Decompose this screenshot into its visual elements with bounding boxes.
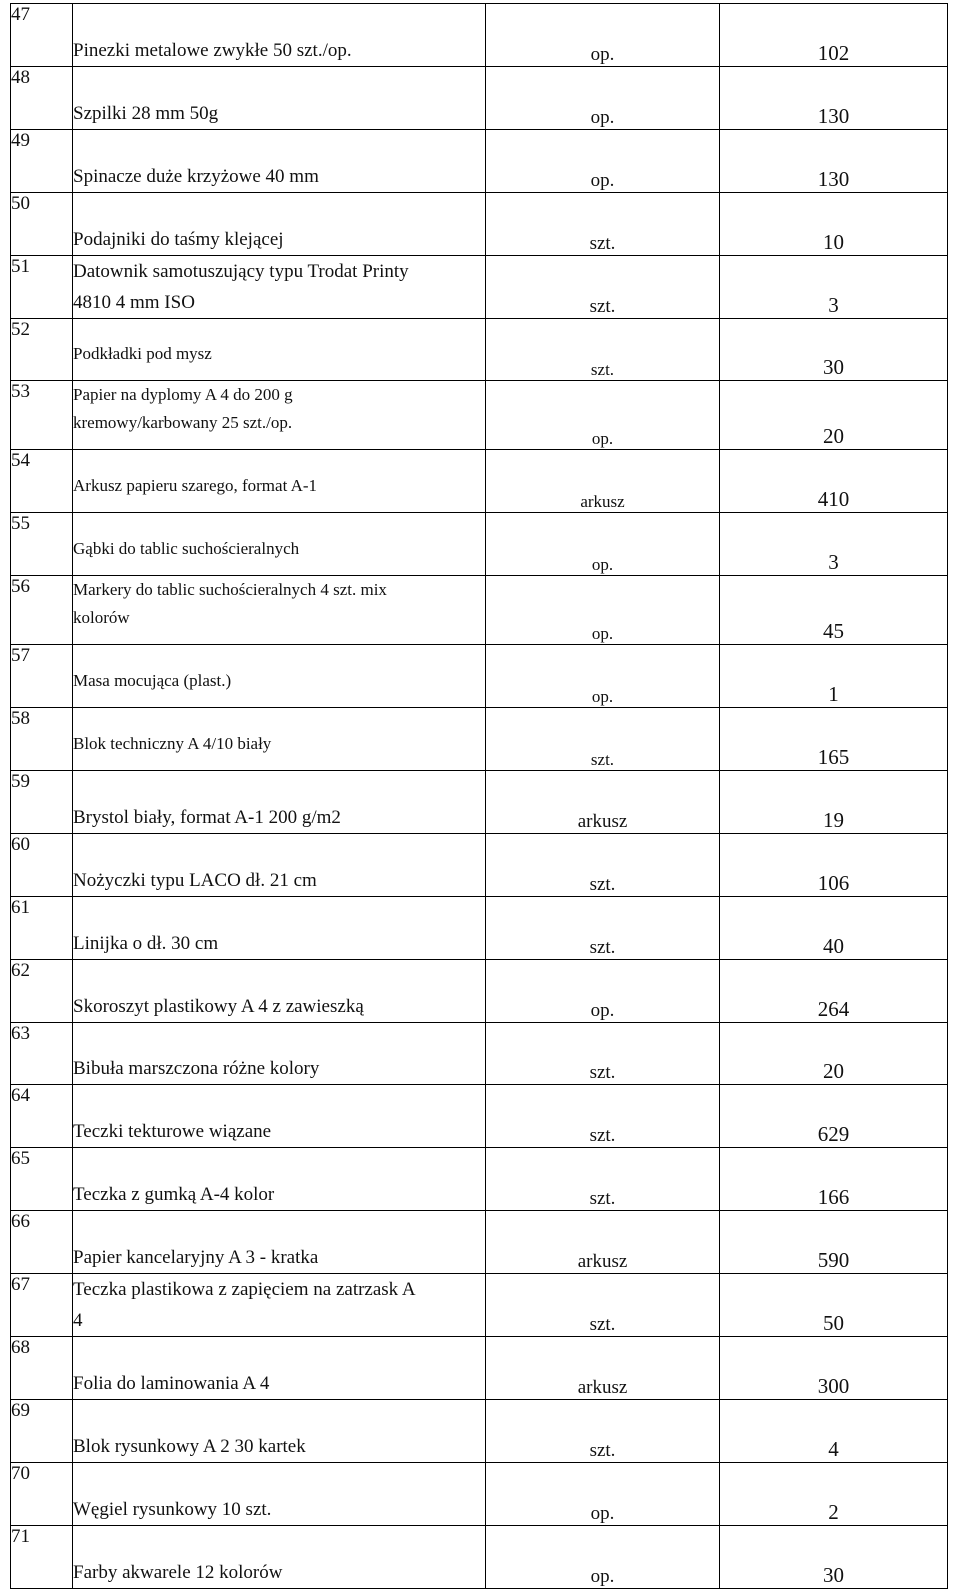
item-quantity: 130 <box>720 129 948 192</box>
item-quantity: 40 <box>720 896 948 959</box>
item-number: 67 <box>11 1274 73 1337</box>
table-row <box>11 1211 948 1274</box>
item-quantity: 20 <box>720 381 948 450</box>
item-description-line: Arkusz papieru szarego, format A-1 <box>73 476 318 496</box>
item-number: 54 <box>11 450 73 513</box>
item-unit: szt. <box>486 255 720 318</box>
item-description <box>73 1337 486 1400</box>
item-unit: op. <box>486 513 720 576</box>
item-description-line: Papier kancelaryjny A 3 - kratka <box>73 1247 319 1269</box>
table-row <box>11 129 948 192</box>
item-description-line: kolorów <box>73 608 130 628</box>
table-row <box>11 708 948 771</box>
item-description <box>73 896 486 959</box>
item-description <box>73 66 486 129</box>
item-description-line: Pinezki metalowe zwykłe 50 szt./op. <box>73 39 352 61</box>
item-description <box>73 1022 486 1085</box>
item-unit: op. <box>486 576 720 645</box>
item-description-line: Bibuła marszczona różne kolory <box>73 1058 320 1080</box>
table-row <box>11 1462 948 1525</box>
table-row <box>11 1022 948 1085</box>
item-description-line: Teczki tekturowe wiązane <box>73 1121 272 1143</box>
item-number: 70 <box>11 1462 73 1525</box>
item-quantity: 50 <box>720 1274 948 1337</box>
table-row <box>11 1148 948 1211</box>
table-row <box>11 1337 948 1400</box>
item-number: 61 <box>11 896 73 959</box>
item-quantity: 19 <box>720 771 948 834</box>
item-quantity: 165 <box>720 708 948 771</box>
item-quantity: 410 <box>720 450 948 513</box>
item-number: 68 <box>11 1337 73 1400</box>
item-description <box>73 255 486 318</box>
item-quantity: 30 <box>720 1525 948 1588</box>
item-unit: szt. <box>486 1022 720 1085</box>
item-number: 51 <box>11 255 73 318</box>
item-description-line: Papier na dyplomy A 4 do 200 g <box>73 385 293 405</box>
item-number: 48 <box>11 66 73 129</box>
item-description <box>73 645 486 708</box>
item-unit: arkusz <box>486 1337 720 1400</box>
item-number: 62 <box>11 959 73 1022</box>
item-unit: szt. <box>486 318 720 381</box>
item-unit: szt. <box>486 1400 720 1463</box>
item-description <box>73 771 486 834</box>
item-quantity: 130 <box>720 66 948 129</box>
item-number: 55 <box>11 513 73 576</box>
item-unit: szt. <box>486 192 720 255</box>
item-number: 49 <box>11 129 73 192</box>
item-description <box>73 192 486 255</box>
table-row <box>11 1085 948 1148</box>
table-row <box>11 4 948 67</box>
item-unit: arkusz <box>486 1211 720 1274</box>
item-unit: szt. <box>486 833 720 896</box>
table-row <box>11 576 948 645</box>
item-description-line: Farby akwarele 12 kolorów <box>73 1561 283 1583</box>
item-description <box>73 1211 486 1274</box>
table-row <box>11 1400 948 1463</box>
item-number: 69 <box>11 1400 73 1463</box>
item-number: 56 <box>11 576 73 645</box>
table-row <box>11 645 948 708</box>
item-quantity: 4 <box>720 1400 948 1463</box>
item-quantity: 264 <box>720 959 948 1022</box>
item-description <box>73 4 486 67</box>
item-description-line: Folia do laminowania A 4 <box>73 1373 270 1395</box>
item-description-line: Węgiel rysunkowy 10 szt. <box>73 1498 272 1520</box>
item-quantity: 45 <box>720 576 948 645</box>
item-number: 63 <box>11 1022 73 1085</box>
item-unit: op. <box>486 381 720 450</box>
item-description-line: Teczka plastikowa z zapięciem na zatrzask A <box>73 1279 416 1301</box>
item-description-line: Spinacze duże krzyżowe 40 mm <box>73 165 319 187</box>
table-row <box>11 318 948 381</box>
items-table <box>10 3 948 1589</box>
item-number: 53 <box>11 381 73 450</box>
item-unit: op. <box>486 1462 720 1525</box>
item-quantity: 2 <box>720 1462 948 1525</box>
item-description-line: kremowy/karbowany 25 szt./op. <box>73 413 293 433</box>
item-unit: szt. <box>486 1148 720 1211</box>
table-row <box>11 959 948 1022</box>
item-number: 52 <box>11 318 73 381</box>
item-description-line: Gąbki do tablic suchościeralnych <box>73 539 300 559</box>
item-description <box>73 1148 486 1211</box>
item-number: 59 <box>11 771 73 834</box>
item-description-line: Masa mocująca (plast.) <box>73 671 232 691</box>
item-quantity: 3 <box>720 513 948 576</box>
item-description <box>73 1462 486 1525</box>
item-description-line: Blok rysunkowy A 2 30 kartek <box>73 1435 306 1457</box>
item-unit: op. <box>486 66 720 129</box>
table-row <box>11 255 948 318</box>
item-number: 65 <box>11 1148 73 1211</box>
item-quantity: 629 <box>720 1085 948 1148</box>
table-row <box>11 833 948 896</box>
item-description-line: Brystol biały, format A-1 200 g/m2 <box>73 806 341 828</box>
item-description-line: 4810 4 mm ISO <box>73 291 195 313</box>
item-description <box>73 833 486 896</box>
item-quantity: 106 <box>720 833 948 896</box>
item-description <box>73 576 486 645</box>
item-unit: op. <box>486 959 720 1022</box>
item-description <box>73 708 486 771</box>
item-unit: szt. <box>486 1274 720 1337</box>
item-number: 60 <box>11 833 73 896</box>
item-unit: op. <box>486 129 720 192</box>
item-quantity: 10 <box>720 192 948 255</box>
item-number: 64 <box>11 1085 73 1148</box>
table-row <box>11 1274 948 1337</box>
item-quantity: 20 <box>720 1022 948 1085</box>
table-row <box>11 771 948 834</box>
table-row <box>11 513 948 576</box>
item-description <box>73 1400 486 1463</box>
item-unit: szt. <box>486 708 720 771</box>
items-table-body <box>11 4 948 1589</box>
table-row <box>11 1525 948 1588</box>
item-unit: op. <box>486 4 720 67</box>
item-number: 50 <box>11 192 73 255</box>
table-row <box>11 450 948 513</box>
item-description-line: Podkładki pod mysz <box>73 344 212 364</box>
item-description <box>73 513 486 576</box>
item-description-line: Nożyczki typu LACO dł. 21 cm <box>73 869 317 891</box>
item-description-line: Skoroszyt plastikowy A 4 z zawieszką <box>73 995 364 1017</box>
item-description-line: Datownik samotuszujący typu Trodat Printy <box>73 260 409 282</box>
item-description <box>73 1525 486 1588</box>
item-quantity: 166 <box>720 1148 948 1211</box>
item-description-line: Teczka z gumką A-4 kolor <box>73 1184 275 1206</box>
item-description-line: Markery do tablic suchościeralnych 4 szt. mix <box>73 580 387 600</box>
item-description-line: Blok techniczny A 4/10 biały <box>73 734 272 754</box>
table-row <box>11 192 948 255</box>
item-description <box>73 1085 486 1148</box>
item-description-line: Linijka o dł. 30 cm <box>73 932 219 954</box>
table-row <box>11 66 948 129</box>
item-quantity: 102 <box>720 4 948 67</box>
item-description <box>73 318 486 381</box>
item-quantity: 30 <box>720 318 948 381</box>
item-number: 47 <box>11 4 73 67</box>
item-number: 57 <box>11 645 73 708</box>
item-number: 71 <box>11 1525 73 1588</box>
item-description <box>73 959 486 1022</box>
item-description-line: Szpilki 28 mm 50g <box>73 102 219 124</box>
item-quantity: 1 <box>720 645 948 708</box>
item-quantity: 590 <box>720 1211 948 1274</box>
item-description-line: Podajniki do taśmy klejącej <box>73 228 284 250</box>
item-unit: szt. <box>486 896 720 959</box>
item-number: 58 <box>11 708 73 771</box>
item-description <box>73 1274 486 1337</box>
table-row <box>11 896 948 959</box>
item-quantity: 3 <box>720 255 948 318</box>
item-unit: op. <box>486 1525 720 1588</box>
item-unit: arkusz <box>486 771 720 834</box>
item-unit: arkusz <box>486 450 720 513</box>
item-description <box>73 450 486 513</box>
item-unit: op. <box>486 645 720 708</box>
table-row <box>11 381 948 450</box>
item-number: 66 <box>11 1211 73 1274</box>
item-quantity: 300 <box>720 1337 948 1400</box>
item-description <box>73 381 486 450</box>
item-unit: szt. <box>486 1085 720 1148</box>
item-description-line: 4 <box>73 1310 83 1332</box>
item-description <box>73 129 486 192</box>
